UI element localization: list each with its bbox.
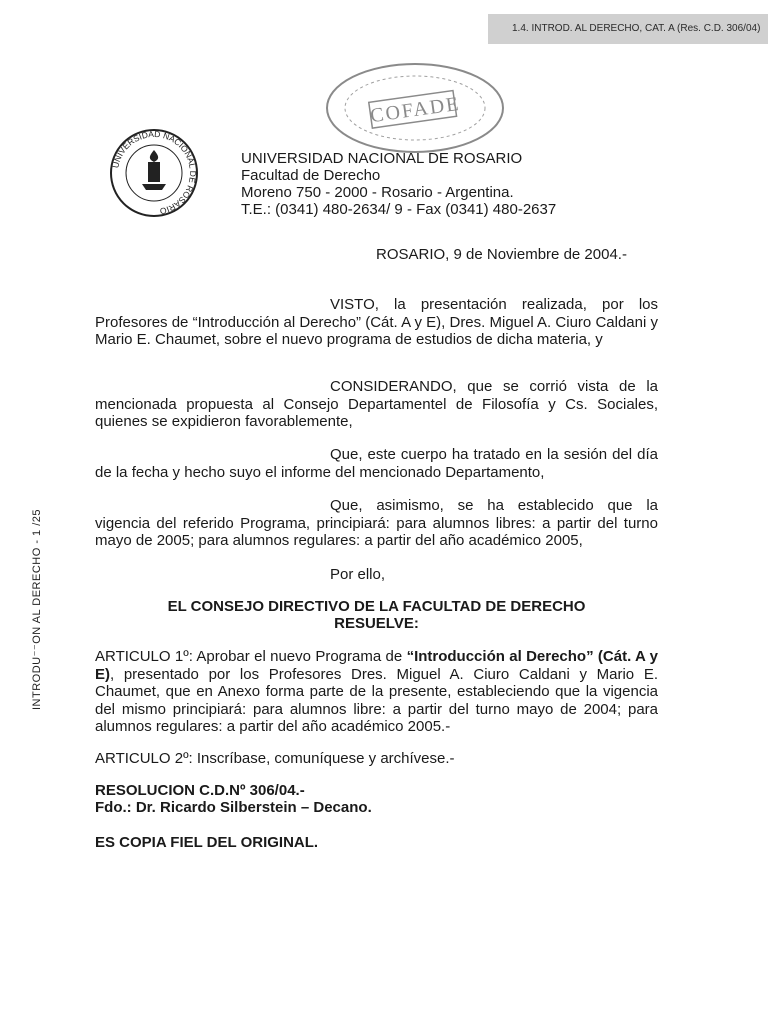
letterhead xyxy=(241,150,556,218)
document-reference-tag: 1.4. INTROD. AL DERECHO, CAT. A (Res. C.D. 306/04) xyxy=(488,14,768,44)
resuelve-heading: RESUELVE: xyxy=(334,615,419,632)
faculty-name: Facultad de Derecho xyxy=(241,167,381,184)
signature-line: Fdo.: Dr. Ricardo Silberstein – Decano. xyxy=(95,799,372,816)
seal-ring-text: UNIVERSIDAD NACIONAL DE ROSARIO xyxy=(110,128,199,217)
resolucion-number: RESOLUCION C.D.Nº 306/04.- xyxy=(95,782,305,799)
articulo-1-program-title: “Introducción al Derecho” (Cát. A y E) xyxy=(95,648,659,683)
articulo-1 xyxy=(95,648,658,736)
stamp-text: COFADE xyxy=(368,92,462,128)
visto-paragraph: VISTO, la presentación realizada, por los Profesores de “Introducción al Derecho” (Cát. A y E), Dres. Miguel A. Ciuro Caldani y Mario E. Chaumet, sobre el nuevo programa de estudios de dicha materia, y xyxy=(95,296,658,348)
address: Moreno 750 - 2000 - Rosario - Argentina. xyxy=(241,184,514,201)
date-line: ROSARIO, 9 de Noviembre de 2004.- xyxy=(376,246,627,263)
articulo-1-rest: , presentado por los Profesores Dres. Miguel A. Ciuro Caldani y Mario E. Chaumet, que en Anexo forma parte de la presente, estableciendo que la vigencia del mismo principiará: para alumnos libre: a partir del turno mayo de 2004; para alumnos regulares: a partir del año académico 2005.- xyxy=(95,665,658,735)
certified-copy-note: ES COPIA FIEL DEL ORIGINAL. xyxy=(95,834,319,851)
university-name: UNIVERSIDAD NACIONAL DE ROSARIO xyxy=(241,150,523,167)
por-ello: Por ello, xyxy=(330,566,386,583)
side-margin-label: INTRODU⁻⁻ON AL DERECHO - 1 /25 xyxy=(31,508,43,710)
que-paragraph-2: Que, asimismo, se ha establecido que la vigencia del referido Programa, principiará: para alumnos libres: a partir del turno mayo de 2005; para alumnos regulares: a partir del año académico 2005, xyxy=(95,497,658,549)
phone-fax: T.E.: (0341) 480-2634/ 9 - Fax (0341) 480-2637 xyxy=(241,201,557,218)
que-paragraph-1: Que, este cuerpo ha tratado en la sesión del día de la fecha y hecho suyo el informe del mencionado Departamento, xyxy=(95,446,658,481)
considerando-paragraph: CONSIDERANDO, que se corrió vista de la mencionada propuesta al Consejo Departamentel de Filosofía y Cs. Sociales, quienes se expidieron favorablemente, xyxy=(95,378,658,430)
council-heading: EL CONSEJO DIRECTIVO DE LA FACULTAD DE DERECHO xyxy=(167,598,586,615)
university-seal xyxy=(104,128,204,218)
articulo-2: ARTICULO 2º: Inscríbase, comuníquese y archívese.- xyxy=(95,750,455,767)
articulo-1-lead: ARTICULO 1º: Aprobar el nuevo Programa de xyxy=(95,648,407,665)
cofade-stamp xyxy=(320,58,510,158)
